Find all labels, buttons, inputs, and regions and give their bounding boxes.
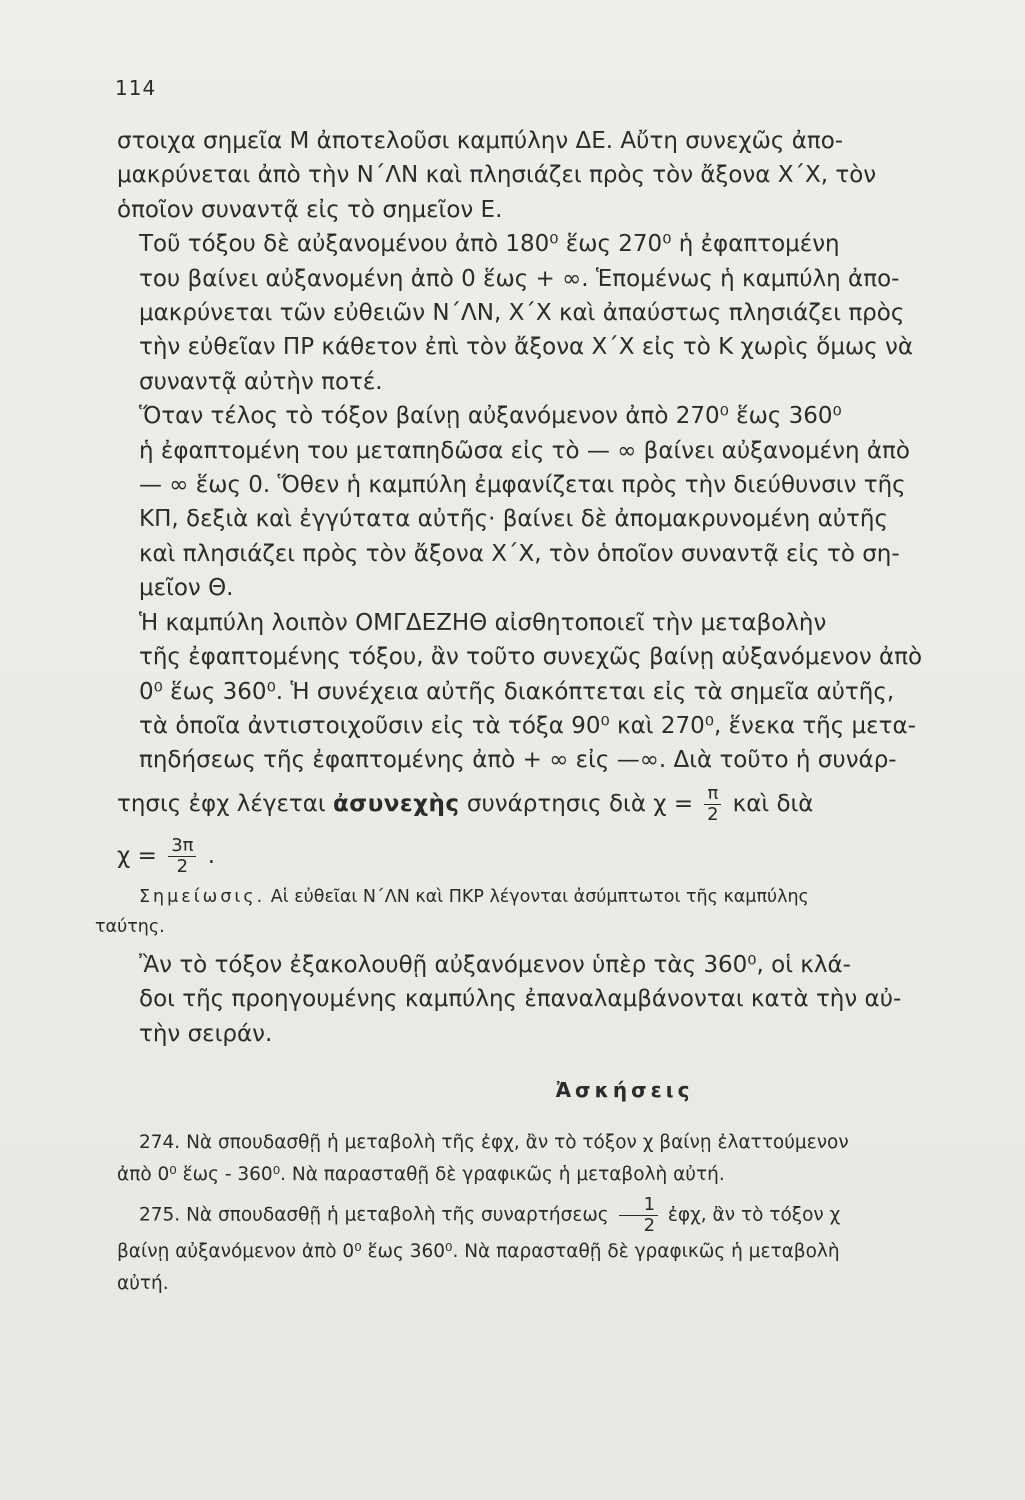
text-line: ὁποῖον συναντᾷ εἰς τὸ σημεῖον Ε. [117,196,503,223]
formula-text: χ = [117,842,157,869]
text-line: στοιχα σημεῖα Μ ἀποτελοῦσι καμπύλην ΔΕ. Αὔτη συνεχῶς ἀπο- [117,128,844,154]
formula-line-1 [117,778,962,830]
text-line: πηδήσεως τῆς ἐφαπτομένης ἀπὸ + ∞ εἰς —∞. Διὰ τοῦτο ἡ συνάρ- [139,747,897,774]
text-line: — ∞ ἕως 0. Ὅθεν ἡ καμπύλη ἐμφανίζεται πρὸς τὴν διεύθυνσιν τῆς [139,472,906,499]
paragraph-1 [117,124,962,227]
note-text: Αἱ εὐθεῖαι Ν΄ΛΝ καὶ ΠΚΡ λέγονται ἀσύμπτωτοι τῆς καμπύλης [270,886,809,907]
text-line: μακρύνεται ἀπὸ τὴν Ν΄ΛΝ καὶ πλησιάζει πρὸς τὸν ἄξονα Χ΄Χ, τὸν [117,162,877,189]
fraction-1-over-2 [619,1195,658,1236]
text-line: Ἡ καμπύλη λοιπὸν ΟΜΓΔΕΖΗΘ αἰσθητοποιεῖ τὴν μεταβολὴν [139,609,827,636]
text-line: του βαίνει αὐξανομένη ἀπὸ 0 ἕως + ∞. Ἑπομένως ἡ καμπύλη ἀπο- [139,265,900,292]
text-line: καὶ πλησιάζει πρὸς τὸν ἄξονα Χ΄Χ, τὸν ὁποῖον συναντᾷ εἰς τὸ ση- [139,540,900,567]
fraction-numerator: 1 [619,1195,658,1216]
formula-line-2 [117,830,962,882]
formula-text: καὶ διὰ [732,790,814,817]
fraction-numerator: 3π [168,836,196,857]
text-line: Τοῦ τόξου δὲ αὐξανομένου ἀπὸ 180⁰ ἕως 270⁰ ἡ ἐφαπτομένη [139,231,840,258]
text-line: μεῖον Θ. [139,575,234,602]
page-number: 114 [115,76,157,100]
paragraph-5 [117,948,962,1051]
text-line: δοι τῆς προηγουμένης καμπύλης ἐπαναλαμβάνονται κατὰ τὴν αὐ- [139,986,902,1013]
note [95,882,962,942]
exercise-line: αὐτή. [117,1273,169,1295]
fraction-numerator: π [704,784,721,805]
text-line: συναντᾷ αὐτὴν ποτέ. [139,368,383,395]
note-text-2: ταύτης. [95,916,165,937]
text-line: Ὅταν τέλος τὸ τόξον βαίνῃ αὐξανόμενον ἀπὸ 270⁰ ἕως 360⁰ [139,403,842,430]
note-label: Σημείωσις. [139,886,266,907]
section-title: Ἀσκήσεις [555,1077,694,1102]
text-line: τὴν εὐθεῖαν ΠΡ κάθετον ἐπὶ τὸν ἄξονα Χ΄Χ εἰς τὸ Κ χωρὶς ὅμως νὰ [139,334,914,361]
fraction-denominator: 2 [707,803,719,825]
text-line: τὴν σειράν. [139,1020,273,1047]
text-line: 0⁰ ἕως 360⁰. Ἡ συνέχεια αὐτῆς διακόπτεται εἰς τὰ σημεῖα αὐτῆς, [139,678,895,705]
text-line: μακρύνεται τῶν εὐθειῶν Ν΄ΛΝ, Χ΄Χ καὶ ἀπαύστως πλησιάζει πρὸς [139,300,905,327]
formula-text: τησις ἐφχ λέγεται [117,790,326,817]
fraction-denominator: 2 [643,1215,656,1237]
fraction-denominator: 2 [176,855,189,877]
formula-bold-term: ἀσυνεχὴς [333,790,460,817]
fraction-3pi-over-2 [168,836,196,877]
exercise-line: ἀπὸ 0⁰ ἕως - 360⁰. Νὰ παρασταθῇ δὲ γραφικῶς ἡ μεταβολὴ αὐτή. [117,1164,725,1186]
exercise-line: βαίνῃ αὐξανόμενον ἀπὸ 0⁰ ἕως 360⁰. Νὰ παρασταθῇ δὲ γραφικῶς ἡ μεταβολὴ [117,1241,840,1263]
body-text [95,124,962,1300]
text-line: τῆς ἐφαπτομένης τόξου, ἂν τοῦτο συνεχῶς βαίνῃ αὐξανόμενον ἀπὸ [139,644,923,671]
text-line: ΚΠ, δεξιὰ καὶ ἐγγύτατα αὐτῆς· βαίνει δὲ ἀπομακρυνομένη αὐτῆς [139,506,888,533]
exercise-line: 274. Νὰ σπουδασθῇ ἡ μεταβολὴ τῆς ἐφχ, ἂν τὸ τόξον χ βαίνῃ ἐλαττούμενον [139,1132,849,1154]
formula-text: . [207,842,216,869]
paragraph-4 [117,606,962,778]
text-line: ἡ ἐφαπτομένη του μεταπηδῶσα εἰς τὸ — ∞ βαίνει αὐξανομένη ἀπὸ [139,437,910,464]
exercise-text: 275. Νὰ σπουδασθῇ ἡ μεταβολὴ τῆς συναρτήσεως [139,1204,609,1226]
fraction-pi-over-2 [704,784,721,825]
exercise-275 [117,1195,962,1300]
formula-text: συνάρτησις διὰ χ = [466,790,694,817]
exercise-text: ἐφχ, ἂν τὸ τόξον χ [667,1204,841,1226]
text-line: τὰ ὁποῖα ἀντιστοιχοῦσιν εἰς τὰ τόξα 90⁰ καὶ 270⁰, ἕνεκα τῆς μετα- [139,712,916,739]
text-line: Ἂν τὸ τόξον ἐξακολουθῇ αὐξανόμενον ὑπὲρ τὰς 360⁰, οἱ κλά- [139,951,851,978]
paragraph-2 [117,227,962,399]
exercise-274 [117,1127,962,1191]
paragraph-3 [117,399,962,605]
